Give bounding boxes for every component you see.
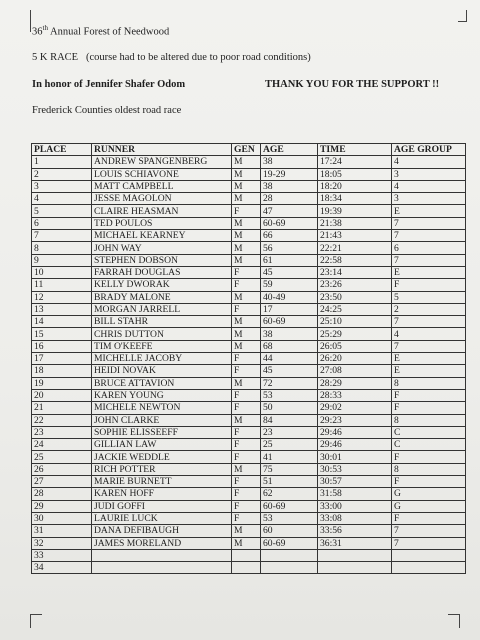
age-group-cell: G	[392, 488, 466, 500]
place-cell: 2	[32, 168, 92, 180]
place-cell: 32	[32, 537, 92, 549]
time-cell	[318, 562, 392, 574]
runner-cell: BILL STAHR	[92, 316, 232, 328]
event-title-text: Annual Forest of Needwood	[47, 26, 170, 38]
age-cell: 44	[261, 353, 318, 365]
gender-cell: F	[232, 365, 261, 377]
event-title	[32, 24, 169, 38]
age-cell: 60-69	[261, 316, 318, 328]
age-group-cell: 7	[392, 316, 466, 328]
place-cell: 5	[32, 205, 92, 217]
place-cell: 18	[32, 365, 92, 377]
gender-cell: M	[232, 156, 261, 168]
gender-cell: M	[232, 217, 261, 229]
age-cell: 28	[261, 193, 318, 205]
age-cell: 38	[261, 328, 318, 340]
runner-cell: BRUCE ATTAVION	[92, 377, 232, 389]
runner-cell: MORGAN JARRELL	[92, 303, 232, 315]
gender-cell: M	[232, 193, 261, 205]
runner-cell: JUDI GOFFI	[92, 500, 232, 512]
age-group-cell: E	[392, 205, 466, 217]
gender-cell: F	[232, 402, 261, 414]
crop-mark-bottom-left-h	[30, 614, 42, 615]
runner-cell: JOHN WAY	[92, 242, 232, 254]
gender-cell: F	[232, 439, 261, 451]
gender-cell: F	[232, 512, 261, 524]
age-cell: 53	[261, 512, 318, 524]
runner-cell: TIM O'KEEFE	[92, 340, 232, 352]
place-cell: 25	[32, 451, 92, 463]
gender-cell: M	[232, 463, 261, 475]
table-row	[32, 549, 466, 561]
age-group-cell: 6	[392, 242, 466, 254]
age-cell: 17	[261, 303, 318, 315]
table-row	[32, 205, 466, 217]
gender-cell: M	[232, 316, 261, 328]
runner-cell: MICHELE NEWTON	[92, 402, 232, 414]
crop-mark-top-right-h	[458, 21, 467, 22]
gender-cell: F	[232, 500, 261, 512]
place-cell: 30	[32, 512, 92, 524]
thanks-line: THANK YOU FOR THE SUPPORT !!	[265, 79, 440, 90]
age-group-cell	[392, 549, 466, 561]
table-row	[32, 291, 466, 303]
age-cell: 60-69	[261, 537, 318, 549]
runner-cell: CLAIRE HEASMAN	[92, 205, 232, 217]
time-cell: 30:53	[318, 463, 392, 475]
time-cell: 29:23	[318, 414, 392, 426]
table-row	[32, 340, 466, 352]
age-cell: 66	[261, 230, 318, 242]
place-cell: 14	[32, 316, 92, 328]
table-row	[32, 439, 466, 451]
gender-cell	[232, 562, 261, 574]
age-cell: 72	[261, 377, 318, 389]
crop-mark-top-left	[30, 10, 31, 32]
time-cell: 19:39	[318, 205, 392, 217]
age-group-cell	[392, 562, 466, 574]
runner-cell: FARRAH DOUGLAS	[92, 266, 232, 278]
time-cell: 25:10	[318, 316, 392, 328]
age-cell: 47	[261, 205, 318, 217]
time-cell: 23:26	[318, 279, 392, 291]
time-cell: 36:31	[318, 537, 392, 549]
runner-cell: TED POULOS	[92, 217, 232, 229]
gender-cell: M	[232, 291, 261, 303]
age-cell: 23	[261, 426, 318, 438]
age-cell	[261, 549, 318, 561]
time-cell: 28:33	[318, 389, 392, 401]
table-row	[32, 217, 466, 229]
place-cell: 21	[32, 402, 92, 414]
age-group-cell: E	[392, 365, 466, 377]
age-group-cell: 7	[392, 230, 466, 242]
age-group-cell: F	[392, 402, 466, 414]
gender-cell: M	[232, 537, 261, 549]
gender-cell: M	[232, 377, 261, 389]
age-cell: 60	[261, 525, 318, 537]
age-cell: 40-49	[261, 291, 318, 303]
gender-cell: M	[232, 328, 261, 340]
table-row	[32, 525, 466, 537]
gender-cell: F	[232, 279, 261, 291]
results-table	[31, 143, 466, 574]
place-cell: 33	[32, 549, 92, 561]
age-group-cell: G	[392, 500, 466, 512]
time-cell: 30:57	[318, 476, 392, 488]
time-cell	[318, 549, 392, 561]
age-cell: 75	[261, 463, 318, 475]
race-subtitle: Frederick Counties oldest road race	[32, 105, 182, 116]
gender-cell: F	[232, 205, 261, 217]
age-group-cell: 4	[392, 328, 466, 340]
table-row	[32, 168, 466, 180]
table-row	[32, 353, 466, 365]
table-header-row	[32, 144, 466, 156]
time-cell: 18:05	[318, 168, 392, 180]
age-cell: 62	[261, 488, 318, 500]
runner-cell	[92, 549, 232, 561]
place-cell: 34	[32, 562, 92, 574]
time-cell: 21:38	[318, 217, 392, 229]
time-cell: 28:29	[318, 377, 392, 389]
runner-cell: STEPHEN DOBSON	[92, 254, 232, 266]
runner-cell: JACKIE WEDDLE	[92, 451, 232, 463]
age-cell: 56	[261, 242, 318, 254]
table-row	[32, 402, 466, 414]
time-cell: 27:08	[318, 365, 392, 377]
gender-cell: F	[232, 488, 261, 500]
gender-cell: M	[232, 340, 261, 352]
time-cell: 26:05	[318, 340, 392, 352]
runner-cell: DANA DEFIBAUGH	[92, 525, 232, 537]
runner-cell: KAREN YOUNG	[92, 389, 232, 401]
place-cell: 10	[32, 266, 92, 278]
age-cell: 61	[261, 254, 318, 266]
age-group-cell: 2	[392, 303, 466, 315]
column-header-place: PLACE	[32, 144, 92, 156]
age-cell: 25	[261, 439, 318, 451]
age-cell: 60-69	[261, 217, 318, 229]
runner-cell: JOHN CLARKE	[92, 414, 232, 426]
age-cell: 53	[261, 389, 318, 401]
table-row	[32, 463, 466, 475]
age-cell: 38	[261, 180, 318, 192]
age-group-cell: 7	[392, 537, 466, 549]
runner-cell: LOUIS SCHIAVONE	[92, 168, 232, 180]
table-row	[32, 451, 466, 463]
place-cell: 6	[32, 217, 92, 229]
runner-cell: KAREN HOFF	[92, 488, 232, 500]
table-row	[32, 562, 466, 574]
age-group-cell: F	[392, 279, 466, 291]
age-group-cell: 5	[392, 291, 466, 303]
age-group-cell: F	[392, 451, 466, 463]
table-row	[32, 389, 466, 401]
time-cell: 23:14	[318, 266, 392, 278]
gender-cell: F	[232, 426, 261, 438]
place-cell: 23	[32, 426, 92, 438]
crop-mark-bottom-right	[459, 614, 460, 628]
place-cell: 8	[32, 242, 92, 254]
table-row	[32, 230, 466, 242]
runner-cell: ANDREW SPANGENBERG	[92, 156, 232, 168]
runner-cell: LAURIE LUCK	[92, 512, 232, 524]
gender-cell: F	[232, 476, 261, 488]
age-group-cell: 3	[392, 193, 466, 205]
runner-cell: SOPHIE ELISSEEFF	[92, 426, 232, 438]
column-header-age: AGE	[261, 144, 318, 156]
time-cell: 33:00	[318, 500, 392, 512]
age-group-cell: F	[392, 512, 466, 524]
age-cell: 50	[261, 402, 318, 414]
place-cell: 27	[32, 476, 92, 488]
time-cell: 23:50	[318, 291, 392, 303]
runner-cell: JAMES MORELAND	[92, 537, 232, 549]
age-group-cell: 4	[392, 156, 466, 168]
table-row	[32, 414, 466, 426]
age-cell: 60-69	[261, 500, 318, 512]
results-table-header	[32, 144, 466, 156]
gender-cell: M	[232, 254, 261, 266]
place-cell: 1	[32, 156, 92, 168]
table-row	[32, 156, 466, 168]
place-cell: 17	[32, 353, 92, 365]
place-cell: 31	[32, 525, 92, 537]
table-row	[32, 328, 466, 340]
runner-cell	[92, 562, 232, 574]
column-header-time: TIME	[318, 144, 392, 156]
age-group-cell: 7	[392, 254, 466, 266]
crop-mark-bottom-right-h	[448, 614, 460, 615]
table-row	[32, 303, 466, 315]
age-cell: 84	[261, 414, 318, 426]
time-cell: 21:43	[318, 230, 392, 242]
place-cell: 11	[32, 279, 92, 291]
place-cell: 24	[32, 439, 92, 451]
time-cell: 30:01	[318, 451, 392, 463]
age-group-cell: 8	[392, 377, 466, 389]
place-cell: 15	[32, 328, 92, 340]
time-cell: 26:20	[318, 353, 392, 365]
place-cell: 26	[32, 463, 92, 475]
event-ordinal-number: 36	[32, 26, 43, 38]
time-cell: 18:20	[318, 180, 392, 192]
place-cell: 7	[32, 230, 92, 242]
table-row	[32, 377, 466, 389]
age-group-cell: 7	[392, 217, 466, 229]
gender-cell: F	[232, 266, 261, 278]
table-row	[32, 476, 466, 488]
race-description: 5 K RACE (course had to be altered due to poor road conditions)	[32, 52, 311, 63]
table-row	[32, 488, 466, 500]
age-group-cell: E	[392, 266, 466, 278]
age-group-cell: E	[392, 353, 466, 365]
event-ordinal-suffix: th	[42, 24, 48, 32]
gender-cell: M	[232, 414, 261, 426]
age-group-cell: C	[392, 439, 466, 451]
gender-cell: F	[232, 353, 261, 365]
table-row	[32, 365, 466, 377]
age-group-cell: 4	[392, 180, 466, 192]
honor-line: In honor of Jennifer Shafer Odom	[32, 79, 186, 90]
table-row	[32, 254, 466, 266]
age-cell: 59	[261, 279, 318, 291]
gender-cell: M	[232, 242, 261, 254]
runner-cell: MICHELLE JACOBY	[92, 353, 232, 365]
results-table-body	[32, 156, 466, 574]
runner-cell: RICH POTTER	[92, 463, 232, 475]
age-group-cell: 7	[392, 525, 466, 537]
time-cell: 17:24	[318, 156, 392, 168]
runner-cell: MARIE BURNETT	[92, 476, 232, 488]
time-cell: 33:08	[318, 512, 392, 524]
table-row	[32, 193, 466, 205]
time-cell: 25:29	[318, 328, 392, 340]
table-row	[32, 537, 466, 549]
table-row	[32, 242, 466, 254]
time-cell: 29:46	[318, 439, 392, 451]
time-cell: 33:56	[318, 525, 392, 537]
age-group-cell: 3	[392, 168, 466, 180]
time-cell: 31:58	[318, 488, 392, 500]
time-cell: 29:02	[318, 402, 392, 414]
time-cell: 22:58	[318, 254, 392, 266]
column-header-runner: RUNNER	[92, 144, 232, 156]
time-cell: 22:21	[318, 242, 392, 254]
runner-cell: MATT CAMPBELL	[92, 180, 232, 192]
table-row	[32, 426, 466, 438]
place-cell: 13	[32, 303, 92, 315]
table-row	[32, 266, 466, 278]
age-group-cell: 8	[392, 463, 466, 475]
gender-cell: F	[232, 389, 261, 401]
age-cell: 45	[261, 365, 318, 377]
time-cell: 18:34	[318, 193, 392, 205]
table-row	[32, 512, 466, 524]
place-cell: 3	[32, 180, 92, 192]
age-group-cell: F	[392, 476, 466, 488]
age-group-cell: C	[392, 426, 466, 438]
runner-cell: GILLIAN LAW	[92, 439, 232, 451]
place-cell: 12	[32, 291, 92, 303]
place-cell: 16	[32, 340, 92, 352]
gender-cell	[232, 549, 261, 561]
age-group-cell: 7	[392, 340, 466, 352]
time-cell: 24:25	[318, 303, 392, 315]
age-cell: 41	[261, 451, 318, 463]
table-row	[32, 180, 466, 192]
place-cell: 19	[32, 377, 92, 389]
table-row	[32, 279, 466, 291]
place-cell: 28	[32, 488, 92, 500]
column-header-gender: GEN	[232, 144, 261, 156]
column-header-age-group: AGE GROUP	[392, 144, 466, 156]
table-row	[32, 500, 466, 512]
place-cell: 22	[32, 414, 92, 426]
age-cell: 45	[261, 266, 318, 278]
gender-cell: M	[232, 168, 261, 180]
place-cell: 20	[32, 389, 92, 401]
age-cell: 51	[261, 476, 318, 488]
runner-cell: HEIDI NOVAK	[92, 365, 232, 377]
place-cell: 29	[32, 500, 92, 512]
gender-cell: F	[232, 451, 261, 463]
age-group-cell: F	[392, 389, 466, 401]
age-cell: 68	[261, 340, 318, 352]
time-cell: 29:46	[318, 426, 392, 438]
gender-cell: M	[232, 180, 261, 192]
gender-cell: M	[232, 230, 261, 242]
runner-cell: CHRIS DUTTON	[92, 328, 232, 340]
runner-cell: BRADY MALONE	[92, 291, 232, 303]
gender-cell: M	[232, 525, 261, 537]
table-row	[32, 316, 466, 328]
place-cell: 4	[32, 193, 92, 205]
runner-cell: MICHAEL KEARNEY	[92, 230, 232, 242]
place-cell: 9	[32, 254, 92, 266]
age-cell: 19-29	[261, 168, 318, 180]
gender-cell: F	[232, 303, 261, 315]
crop-mark-bottom-left	[30, 614, 31, 628]
age-group-cell: 8	[392, 414, 466, 426]
runner-cell: KELLY DWORAK	[92, 279, 232, 291]
age-cell	[261, 562, 318, 574]
age-cell: 38	[261, 156, 318, 168]
runner-cell: JESSE MAGOLON	[92, 193, 232, 205]
